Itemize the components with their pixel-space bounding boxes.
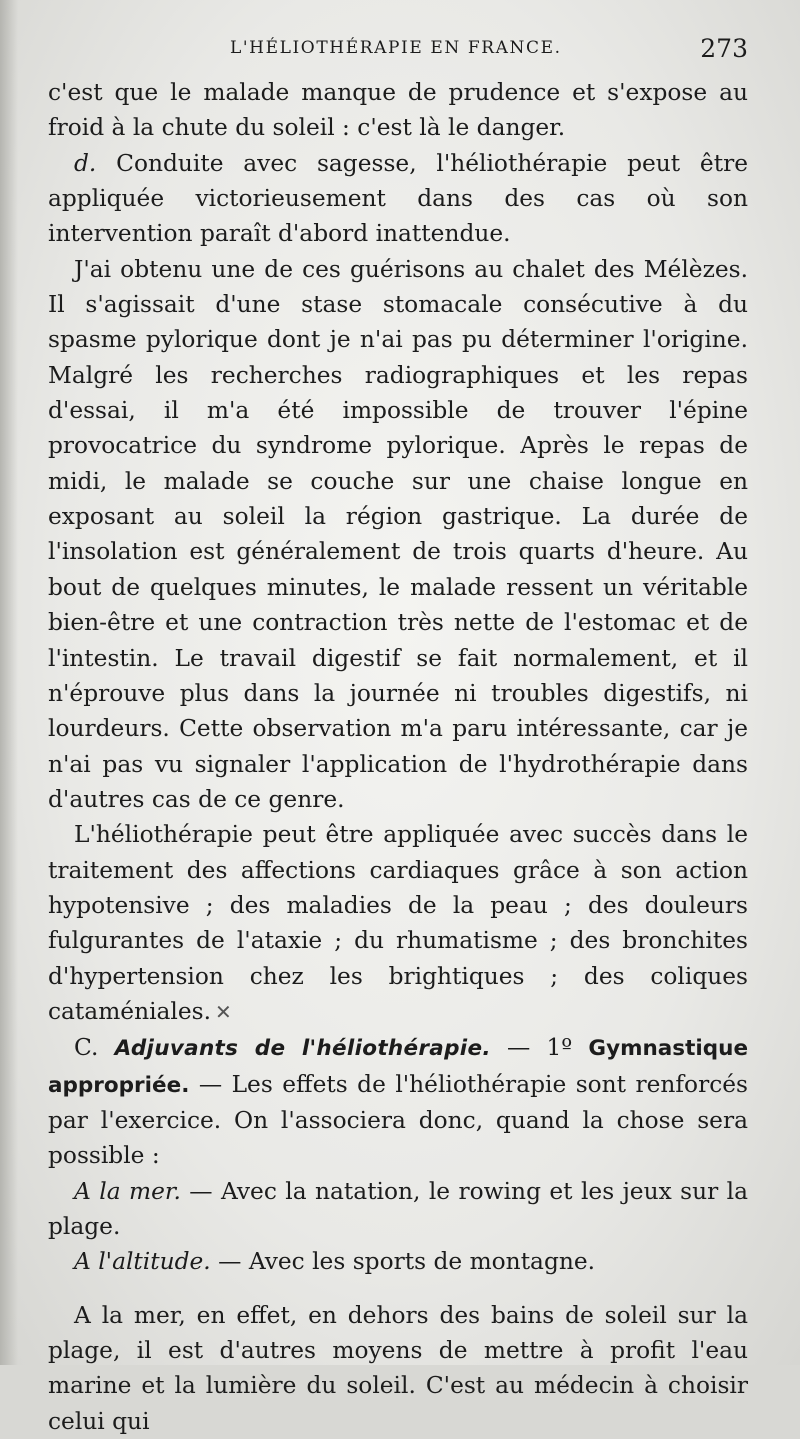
- item-label: A l'altitude.: [74, 1248, 211, 1276]
- page-number: 273: [700, 34, 748, 63]
- paragraph-sea-effects: [48, 1298, 748, 1439]
- paragraph-text: J'ai obtenu une de ces guérisons au chalet des Mélèzes. Il s'agissait d'une stase stomacale consécutive à du spasme pylorique dont je n'ai pas pu déterminer l'origine. Malgré les recherches radiographiques et les repas d'essai, il m'a été impossible de trouver l'épine provocatrice du syndrome pylorique. Après le repas de midi, le malade se couche sur une chaise longue en exposant au soleil la région gastrique. La durée de l'insolation est généralement de trois quarts d'heure. Au bout de quelques minutes, le malade ressent un véritable bien-être et une contraction très nette de l'estomac et de l'intestin. Le travail digestif se fait normalement, et il n'éprouve plus dans la journée ni troubles digestifs, ni lourdeurs. Cette observation m'a paru intéressante, car je n'ai pas vu signaler l'application de l'hydrothérapie dans d'autres cas de ce genre.: [48, 255, 748, 813]
- item-label: d.: [74, 149, 97, 177]
- item-label: A la mer.: [74, 1177, 181, 1205]
- paragraph-observation: [48, 252, 748, 818]
- page-body: [48, 75, 748, 1439]
- paragraph-continuation: [48, 75, 748, 146]
- paragraph-text: L'héliothérapie peut être appliquée avec succès dans le traitement des affections cardiaques grâce à son action hypotensive ; des maladies de la peau ; des douleurs fulgurantes de l'ataxie ; du rhumatisme ; des bronchites d'hypertension chez les brightiques ; des coliques cataméniales.: [48, 821, 748, 1025]
- paragraph-text: c'est que le malade manque de prudence et s'expose au froid à la chute du soleil : c'est là le danger.: [48, 79, 748, 142]
- paragraph-indications: [48, 817, 748, 1030]
- paragraph-text: — Avec les sports de montagne.: [218, 1248, 596, 1276]
- paragraph-text: — Avec la natation, le rowing et les jeux sur la plage.: [48, 1177, 748, 1240]
- section-dash: — 1º: [507, 1034, 573, 1062]
- section-adjuvants: [48, 1030, 748, 1173]
- paragraph-text: A la mer, en effet, en dehors des bains de soleil sur la plage, il est d'autres moyens de mettre à profit l'eau marine et la lumière du soleil. C'est au médecin à choisir celui qui: [48, 1301, 748, 1435]
- paragraph-text: — Les effets de l'héliothérapie sont renforcés par l'exercice. On l'associera donc, quand la chose sera possible :: [48, 1070, 749, 1170]
- pencil-mark-icon: ✕: [215, 999, 232, 1024]
- paragraph-text: Conduite avec sagesse, l'héliothérapie peut être appliquée victorieusement dans des cas où son intervention paraît d'abord inattendue.: [48, 149, 749, 248]
- paragraph-sea: [48, 1174, 748, 1245]
- subsection-title: Gymnastique appropriée.: [48, 1036, 749, 1098]
- section-title: Adjuvants de l'héliothérapie.: [114, 1036, 491, 1062]
- section-prefix: C.: [74, 1034, 99, 1062]
- running-title: L'HÉLIOTHÉRAPIE EN FRANCE.: [230, 38, 562, 58]
- paragraph-altitude: [48, 1244, 748, 1279]
- page-header: [52, 30, 748, 70]
- page-gutter-shadow: [0, 0, 18, 1365]
- paragraph-d: [48, 146, 748, 252]
